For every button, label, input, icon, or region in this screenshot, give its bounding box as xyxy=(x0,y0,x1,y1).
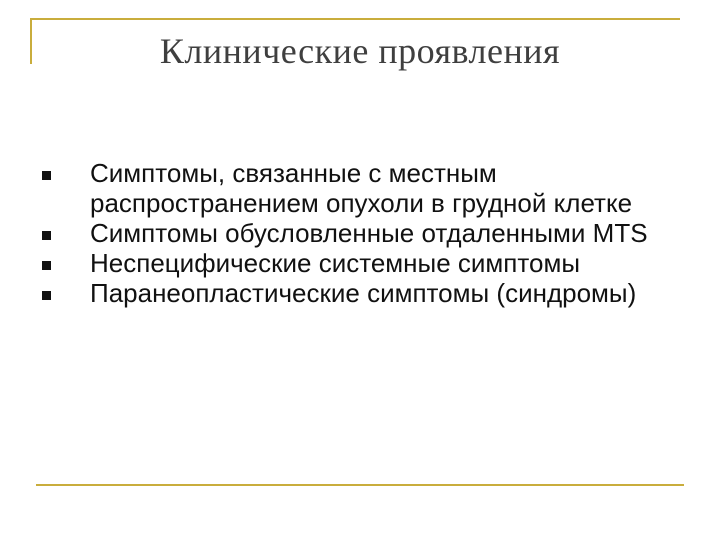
bullet-item xyxy=(42,248,682,278)
square-bullet-icon xyxy=(42,291,51,300)
top-rule xyxy=(30,18,680,20)
bullet-text: Симптомы, связанные с местным распространением опухоли в грудной клетке xyxy=(90,158,633,218)
bullet-item xyxy=(42,158,682,218)
bullet-text: Симптомы обусловленные отдаленными MTS xyxy=(90,218,648,248)
bottom-rule xyxy=(36,484,684,486)
square-bullet-icon xyxy=(42,231,51,240)
slide-title: Клинические проявления xyxy=(159,31,561,71)
bullet-list xyxy=(42,158,682,308)
square-bullet-icon xyxy=(42,261,51,270)
bullet-item xyxy=(42,218,682,248)
bullet-item xyxy=(42,278,682,308)
square-bullet-icon xyxy=(42,171,51,180)
bullet-text: Паранеопластические симптомы (синдромы) xyxy=(90,278,637,308)
bullet-text: Неспецифические системные симптомы xyxy=(90,248,581,278)
